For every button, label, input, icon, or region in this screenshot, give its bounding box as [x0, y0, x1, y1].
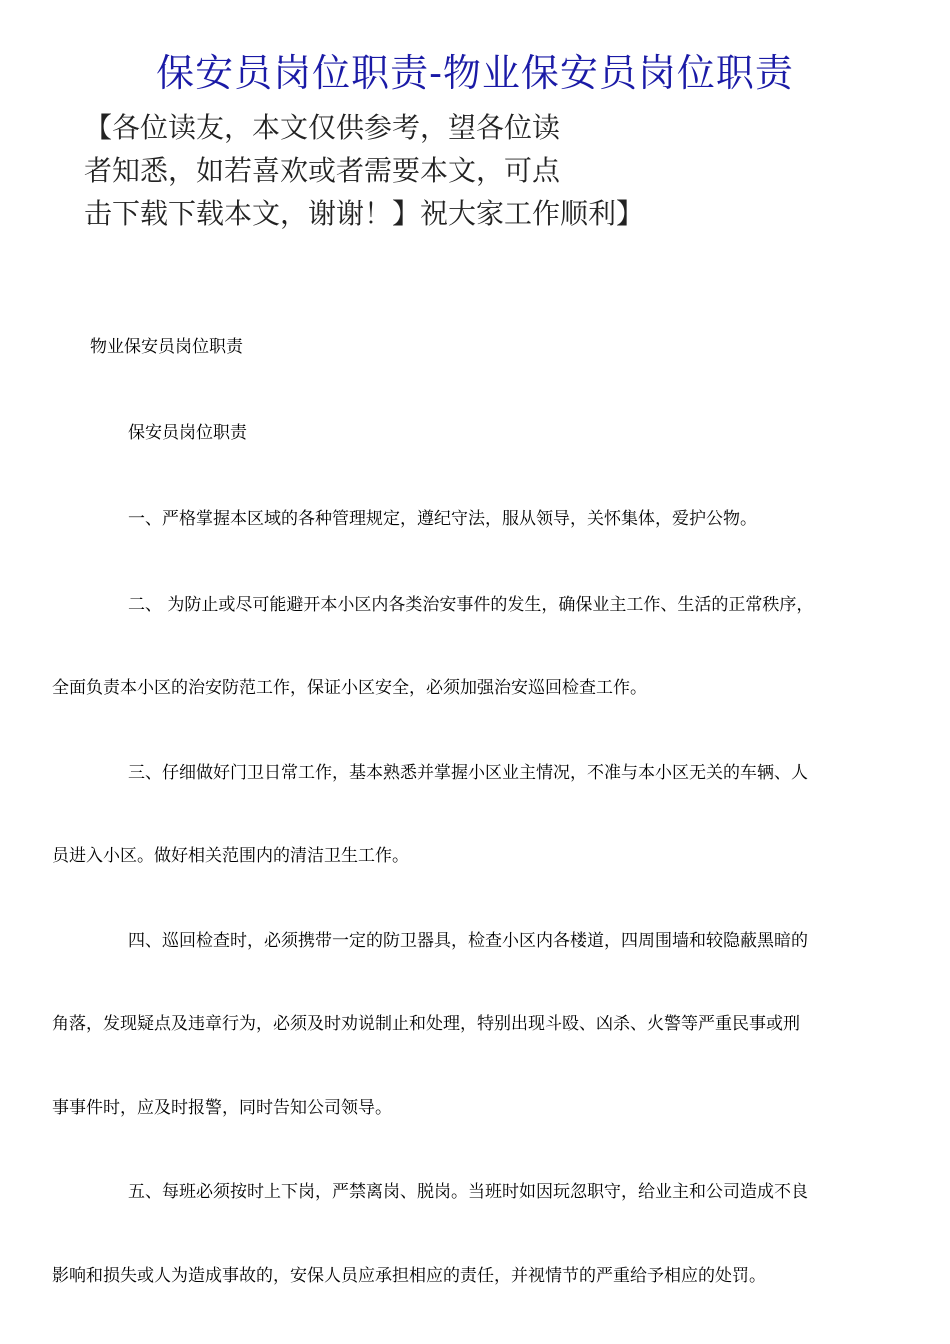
duty-item-4-line-1: 四、巡回检查时，必须携带一定的防卫器具，检查小区内各楼道，四周围墙和较隐蔽黑暗的: [128, 931, 808, 951]
duty-item-2-line-2: 全面负责本小区的治安防范工作，保证小区安全，必须加强治安巡回检查工作。: [52, 678, 647, 698]
duty-item-1-line-1: 一、严格掌握本区域的各种管理规定，遵纪守法，服从领导，关怀集体，爱护公物。: [128, 509, 757, 529]
section-heading-property: 物业保安员岗位职责: [90, 337, 243, 357]
duty-item-2-line-1: 二、 为防止或尽可能避开本小区内各类治安事件的发生，确保业主工作、生活的正常秩序，: [128, 595, 814, 615]
duty-item-5-line-1: 五、每班必须按时上下岗，严禁离岗、脱岗。当班时如因玩忽职守，给业主和公司造成不良: [128, 1182, 808, 1202]
notice-line-3: [84, 192, 704, 235]
duty-item-4-line-2: 角落，发现疑点及违章行为，必须及时劝说制止和处理，特别出现斗殴、凶杀、火警等严重民事或刑: [52, 1014, 800, 1034]
document-title: 保安员岗位职责-物业保安员岗位职责: [156, 51, 794, 95]
reader-notice: [84, 106, 704, 235]
duty-item-5-line-2: 影响和损失或人为造成事故的，安保人员应承担相应的责任，并视情节的严重给予相应的处罚。: [52, 1266, 766, 1286]
duty-item-3-line-1: 三、仔细做好门卫日常工作，基本熟悉并掌握小区业主情况，不准与本小区无关的车辆、人: [128, 763, 808, 783]
duty-item-4-line-3: 事事件时，应及时报警，同时告知公司领导。: [52, 1098, 392, 1118]
notice-line-1: 【各位读友，本文仅供参考，望各位读: [84, 111, 561, 144]
section-heading-guard: 保安员岗位职责: [128, 423, 247, 443]
notice-line-2: 者知悉，如若喜欢或者需要本文，可点: [84, 154, 561, 187]
duty-item-3-line-2: 员进入小区。做好相关范围内的清洁卫生工作。: [52, 846, 409, 866]
notice-line-3b: 祝大家工作顺利】: [420, 197, 645, 230]
notice-line-3a: 击下载下载本文，谢谢！】: [84, 197, 421, 230]
